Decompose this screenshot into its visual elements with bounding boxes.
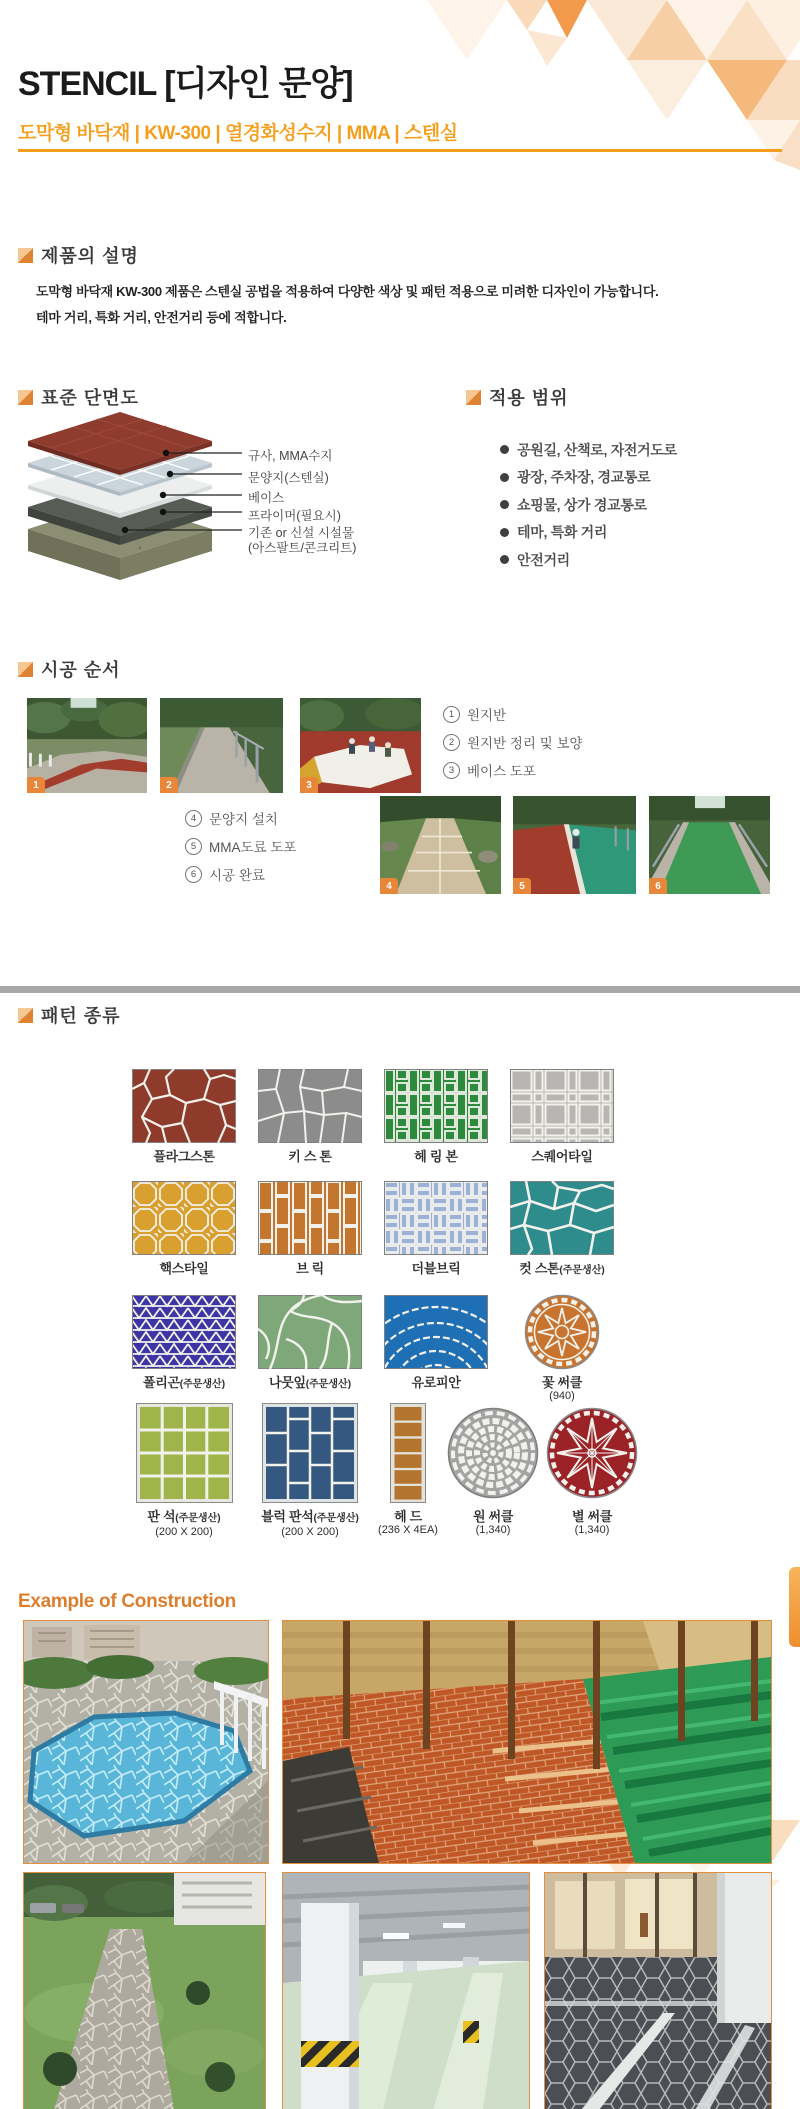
title-underline	[18, 149, 782, 152]
pattern-swatch-cutstone	[510, 1180, 614, 1256]
example-photo-3	[23, 1872, 266, 2109]
section-heading-application	[466, 384, 569, 410]
bullet-icon	[500, 500, 509, 509]
section-heading-label: 제품의 설명	[41, 246, 139, 266]
step-number-icon: 2	[443, 734, 460, 751]
application-item: 쇼핑물, 상가 경교통로	[500, 491, 677, 519]
pattern-swatch-slab	[136, 1402, 233, 1504]
construction-photo-2	[160, 698, 283, 793]
pattern-label: 더블브릭	[411, 1261, 461, 1276]
pattern-label-suffix: (주문생산)	[559, 1265, 605, 1276]
pattern-swatch-starcircle	[546, 1402, 638, 1504]
section-square-icon	[18, 1008, 33, 1023]
photo-number-badge: 5	[513, 878, 531, 894]
pattern-item	[499, 1180, 625, 1278]
pattern-label-suffix: (주문생산)	[313, 1513, 359, 1524]
pattern-label: 별 써클	[571, 1509, 613, 1524]
step-number-icon: 6	[185, 866, 202, 883]
construction-step: 6 시공 완료	[185, 860, 296, 888]
pattern-swatch-polygon	[132, 1294, 236, 1370]
construction-step: 2 원지반 정리 및 보양	[443, 728, 583, 756]
layer-label-3: 베이스	[248, 491, 285, 505]
section-heading-patterns	[18, 1002, 121, 1028]
layer-label-5b: (아스팔트/콘크리트)	[248, 541, 357, 555]
side-tab	[789, 1567, 800, 1647]
section-heading-label: 시공 순서	[41, 660, 121, 680]
page-title: STENCIL [디자인 문양]	[18, 65, 353, 103]
section-square-icon	[18, 662, 33, 677]
description-line-2: 테마 거리, 특화 거리, 안전거리 등에 적합니다.	[36, 310, 287, 325]
construction-photo-1	[27, 698, 147, 793]
pattern-label: 스퀘어타일	[531, 1149, 593, 1164]
bullet-icon	[500, 445, 509, 454]
construction-step: 4 문양지 설치	[185, 804, 296, 832]
pattern-item	[247, 1180, 373, 1278]
pattern-label: 유로피안	[411, 1375, 461, 1390]
pattern-item	[373, 1294, 499, 1403]
layer-label-2: 문양지(스텐실)	[248, 471, 329, 485]
pattern-item	[499, 1068, 625, 1164]
pattern-swatch-brick	[258, 1180, 362, 1256]
pattern-label: 원 써클	[472, 1509, 514, 1524]
pattern-item	[499, 1294, 625, 1403]
example-photo-2	[282, 1620, 772, 1864]
photo-number-badge: 4	[380, 878, 398, 894]
pattern-label: 플라그스톤	[153, 1149, 215, 1164]
pattern-size: (1,340)	[574, 1524, 610, 1536]
step-number-icon: 1	[443, 706, 460, 723]
application-item: 공원길, 산책로, 자전거도로	[500, 436, 677, 464]
pattern-item	[247, 1402, 373, 1539]
application-item: 테마, 특화 거리	[500, 519, 677, 547]
pattern-swatch-herringbone	[384, 1068, 488, 1144]
pattern-row	[121, 1068, 625, 1164]
description-line-1: 도막형 바닥재 KW-300 제품은 스텐실 공법을 적용하여 다양한 색상 및 패턴 적용으로 미려한 디자인이 가능합니다.	[36, 284, 659, 299]
photo-number-badge: 1	[27, 777, 45, 793]
pattern-swatch-head	[390, 1402, 426, 1504]
pattern-swatch-blockslab	[262, 1402, 359, 1504]
pattern-item	[121, 1402, 247, 1539]
pattern-size: (200 X 200)	[281, 1526, 339, 1538]
pattern-swatch-flowercircle	[524, 1294, 600, 1370]
example-photo-4	[282, 1872, 530, 2109]
application-item: 안전거리	[500, 546, 677, 574]
pattern-size: (1,340)	[475, 1524, 511, 1536]
photo-number-badge: 3	[300, 777, 318, 793]
section-heading-label: 적용 범위	[489, 388, 569, 408]
pattern-label: 블럭 판석(주문생산)	[261, 1509, 359, 1524]
application-item: 광장, 주차장, 경교통로	[500, 464, 677, 492]
pattern-size: (940)	[549, 1390, 575, 1402]
pattern-label: 헤 드	[394, 1509, 422, 1524]
pattern-label-suffix: (주문생산)	[179, 1379, 226, 1390]
pattern-size: (236 X 4EA)	[378, 1524, 438, 1536]
construction-photo-6	[649, 796, 770, 894]
bullet-icon	[500, 555, 509, 564]
pattern-item	[373, 1068, 499, 1164]
construction-steps-1-3	[443, 700, 583, 784]
construction-step: 1 원지반	[443, 700, 583, 728]
pattern-label: 판 석(주문생산)	[147, 1509, 221, 1524]
pattern-label: 핵스타일	[159, 1261, 209, 1276]
corner-triangles-decoration	[400, 0, 800, 180]
pattern-swatch-european	[384, 1294, 488, 1370]
pattern-item	[247, 1068, 373, 1164]
pattern-swatch-keystone	[258, 1068, 362, 1144]
section-square-icon	[18, 390, 33, 405]
pattern-label: 꽃 써클	[541, 1375, 583, 1390]
layer-label-4: 프라이머(필요시)	[248, 509, 341, 523]
pattern-row	[121, 1294, 625, 1403]
bullet-icon	[500, 473, 509, 482]
layer-label-5: 기존 or 신설 시설물	[248, 526, 355, 540]
pattern-swatch-hextile	[132, 1180, 236, 1256]
section-heading-label: 패턴 종류	[41, 1006, 121, 1026]
pattern-item	[543, 1402, 641, 1539]
photo-number-badge: 2	[160, 777, 178, 793]
example-photo-5	[544, 1872, 772, 2109]
pattern-swatch-doublebrick	[384, 1180, 488, 1256]
pattern-item	[373, 1180, 499, 1278]
pattern-label: 키 스 톤	[288, 1149, 332, 1164]
pattern-swatch-squaretile	[510, 1068, 614, 1144]
pattern-swatch-leaf	[258, 1294, 362, 1370]
construction-step: 5 MMA도료 도포	[185, 832, 296, 860]
photo-number-badge: 6	[649, 878, 667, 894]
pattern-item	[247, 1294, 373, 1403]
step-number-icon: 4	[185, 810, 202, 827]
pattern-item	[443, 1402, 543, 1539]
section-heading-label: 표준 단면도	[41, 388, 139, 408]
section-square-icon	[18, 248, 33, 263]
step-number-icon: 5	[185, 838, 202, 855]
pattern-item	[121, 1180, 247, 1278]
pattern-label: 나뭇잎(주문생산)	[268, 1375, 352, 1390]
layer-label-1: 규사, MMA수지	[248, 449, 333, 463]
application-list	[500, 436, 677, 574]
step-number-icon: 3	[443, 762, 460, 779]
pattern-item	[121, 1068, 247, 1164]
construction-steps-4-6	[185, 804, 296, 888]
construction-photo-4	[380, 796, 501, 894]
page-subtitle: 도막형 바닥재 | KW-300 | 열경화성수지 | MMA | 스텐실	[18, 123, 458, 144]
example-section-heading: Example of Construction	[18, 1591, 236, 1612]
pattern-swatch-circlemosaic	[447, 1402, 539, 1504]
section-divider	[0, 986, 800, 993]
section-heading-construction-order	[18, 656, 121, 682]
construction-step: 3 베이스 도포	[443, 756, 583, 784]
pattern-label: 컷 스톤(주문생산)	[519, 1261, 605, 1276]
pattern-label: 브 릭	[296, 1261, 324, 1276]
construction-photo-3	[300, 698, 421, 793]
pattern-row	[121, 1402, 641, 1539]
pattern-label-suffix: (주문생산)	[305, 1379, 352, 1390]
construction-photo-5	[513, 796, 636, 894]
pattern-size: (200 X 200)	[155, 1526, 213, 1538]
pattern-item	[373, 1402, 443, 1539]
section-heading-cross-section	[18, 384, 139, 410]
example-photo-1	[23, 1620, 269, 1864]
pattern-row	[121, 1180, 625, 1278]
bullet-icon	[500, 528, 509, 537]
pattern-item	[121, 1294, 247, 1403]
pattern-label: 폴리곤(주문생산)	[142, 1375, 226, 1390]
pattern-label-suffix: (주문생산)	[175, 1513, 221, 1524]
section-square-icon	[466, 390, 481, 405]
pattern-label: 헤 링 본	[414, 1149, 458, 1164]
pattern-swatch-flagstone	[132, 1068, 236, 1144]
section-heading-description	[18, 242, 139, 268]
